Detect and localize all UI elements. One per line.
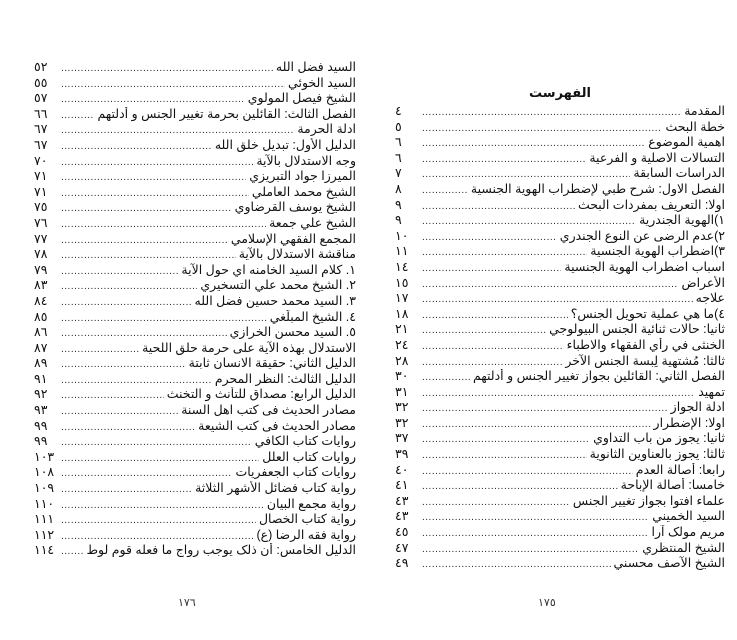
- toc-entry-title: وجه الاستدلال بالآية: [256, 153, 356, 168]
- toc-entry-page: ٥٧: [34, 91, 48, 106]
- toc-entry-title: رابعا: أصالة العدم: [635, 462, 725, 477]
- toc-entry: [34, 247, 356, 263]
- toc-entry: [395, 431, 725, 447]
- toc-entry-title: الدليل الأول: تبديل خلق الله: [214, 137, 356, 152]
- toc-entry-page: ٨٦: [34, 325, 48, 340]
- toc-entry-page: ٧٨: [34, 247, 48, 262]
- toc-entry: [395, 525, 725, 541]
- page-number-left: ١٧٦: [178, 597, 196, 609]
- dot-leader: [422, 121, 662, 136]
- toc-entry-title: اهمية الموضوع: [648, 135, 725, 150]
- dot-leader: [61, 513, 256, 528]
- dot-leader: [422, 183, 468, 198]
- toc-entry-page: ٣٢: [395, 415, 409, 430]
- dot-leader: [61, 388, 164, 403]
- toc-entry: [395, 120, 725, 136]
- toc-entry: [34, 107, 356, 123]
- toc-entry-title: الدليل الخامس: أن ذلک يوجب رواج ما فعله قوم لوط: [86, 543, 356, 558]
- toc-entry: [34, 76, 356, 92]
- dot-leader: [61, 482, 192, 497]
- toc-entry: [34, 450, 356, 466]
- toc-entry-title: السيد الخوئي: [288, 75, 356, 90]
- toc-entry-title: ثانيا: حالات ثنائية الجنس البيولوجي: [549, 322, 725, 337]
- dot-leader: [61, 451, 259, 466]
- dot-leader: [61, 155, 253, 170]
- dot-leader: [422, 245, 587, 260]
- dot-leader: [422, 277, 678, 292]
- toc-entry-page: ٧١: [34, 169, 48, 184]
- toc-entry-title: اولا: الإضطرار: [653, 415, 725, 430]
- toc-entry: [34, 356, 356, 372]
- dot-leader: [61, 279, 197, 294]
- toc-entry-title: ٢. الشيخ محمد علي التسخيري: [200, 278, 356, 293]
- toc-entry-page: ٦٦: [34, 106, 48, 121]
- toc-entry: [395, 307, 725, 323]
- toc-entry-page: ٧٠: [34, 153, 48, 168]
- dot-leader: [422, 448, 587, 463]
- toc-entry-title: الشيخ الآصف محسني: [613, 556, 725, 571]
- toc-entry-page: ٩٩: [34, 434, 48, 449]
- toc-entry-page: ٩٢: [34, 387, 48, 402]
- toc-entry-title: الدراسات السابقة: [633, 166, 725, 181]
- toc-entry-title: التسالات الاصلية و الفرعية: [589, 150, 725, 165]
- dot-leader: [422, 370, 470, 385]
- dot-leader: [422, 199, 575, 214]
- toc-entry-page: ٨: [395, 181, 402, 196]
- toc-entry-title: ادلة الجواز: [670, 400, 725, 415]
- dot-leader: [61, 139, 212, 154]
- toc-entry-page: ١٤: [395, 259, 409, 274]
- toc-entry: [395, 556, 725, 572]
- toc-entry-page: ٧٩: [34, 262, 48, 277]
- toc-entry: [395, 198, 725, 214]
- toc-entry-title: ادلة الحرمة: [297, 122, 356, 137]
- toc-entry: [34, 185, 356, 201]
- toc-entry-title: الخنثى في رأي الفقهاء والاطباء: [566, 337, 725, 352]
- dot-leader: [422, 339, 564, 354]
- dot-leader: [61, 248, 236, 263]
- toc-entry-title: مصادر الحديث فى كتب اهل السنة: [181, 403, 356, 418]
- dot-leader: [422, 152, 586, 167]
- toc-entry: [395, 182, 725, 198]
- toc-entry-title: رواية مجمع البيان: [266, 496, 356, 511]
- toc-entry: [395, 166, 725, 182]
- toc-entry-title: رواية كتاب فضائل الأشهر الثلاثة: [195, 481, 356, 496]
- toc-entry-page: ٤٣: [395, 493, 409, 508]
- dot-leader: [61, 420, 195, 435]
- toc-entry-page: ٢٤: [395, 337, 409, 352]
- toc-entry: [34, 216, 356, 232]
- dot-leader: [61, 357, 186, 372]
- dot-leader: [61, 201, 232, 216]
- toc-entry-title: مريم مولک آرا: [651, 525, 725, 540]
- dot-leader: [422, 230, 557, 245]
- toc-entry: [395, 509, 725, 525]
- toc-entry-page: ٨٩: [34, 356, 48, 371]
- toc-entry-title: الشيخ المنتظري: [642, 540, 725, 555]
- toc-entry: [395, 463, 725, 479]
- toc-entry-title: الدليل الثالث: النظر المحرم: [214, 371, 356, 386]
- toc-entry-page: ٤١: [395, 478, 409, 493]
- dot-leader: [422, 292, 693, 307]
- toc-list-left: [34, 60, 356, 559]
- toc-entry: [395, 244, 725, 260]
- toc-entry: [395, 369, 725, 385]
- toc-entry: [34, 341, 356, 357]
- toc-entry-title: ثالثا: مُشتهية لِبسة الجنس الآخر: [565, 353, 725, 368]
- dot-leader: [422, 308, 568, 323]
- toc-entry-page: ٣١: [395, 384, 409, 399]
- toc-entry: [395, 135, 725, 151]
- toc-entry-title: الاستدلال بهذه الآية على حرمة حلق اللحية: [142, 340, 356, 355]
- toc-entry-title: الفصل الثاني: القائلين بجواز تغيير الجنس و أدلتهم: [472, 369, 725, 384]
- toc-entry-page: ٣٢: [395, 400, 409, 415]
- toc-entry-page: ٥: [395, 119, 402, 134]
- dot-leader: [422, 136, 645, 151]
- dot-leader: [61, 373, 212, 388]
- toc-entry-title: روايات كتاب الجعفريات: [235, 465, 356, 480]
- toc-entry: [34, 419, 356, 435]
- toc-entry: [34, 263, 356, 279]
- toc-entry-page: ٤٥: [395, 525, 409, 540]
- toc-entry-page: ٩٩: [34, 418, 48, 433]
- toc-entry-title: ثانيا: يجوز من باب التداوي: [593, 431, 725, 446]
- dot-leader: [422, 542, 639, 557]
- toc-entry: [395, 447, 725, 463]
- toc-entry-title: السيد فضل الله: [275, 60, 356, 74]
- dot-leader: [61, 326, 227, 341]
- toc-entry-page: ٦: [395, 150, 402, 165]
- toc-entry-page: ٣٩: [395, 447, 409, 462]
- dot-leader: [61, 311, 267, 326]
- toc-entry-title: الأعراض: [681, 275, 725, 290]
- dot-leader: [61, 123, 294, 138]
- toc-entry-title: ثالثا: يجوز بالعناوين الثانوية: [589, 447, 725, 462]
- dot-leader: [422, 417, 651, 432]
- toc-entry-title: روايات كتاب الكافي: [254, 434, 356, 449]
- dot-leader: [61, 498, 264, 513]
- toc-entry-title: السيد الخميني: [652, 509, 725, 524]
- toc-entry-page: ٦: [395, 135, 402, 150]
- toc-entry-page: ٨٧: [34, 340, 48, 355]
- toc-entry-page: ١٠٣: [34, 449, 55, 464]
- dot-leader: [422, 261, 561, 276]
- dot-leader: [61, 435, 252, 450]
- page-number-right: ١٧٥: [538, 597, 556, 609]
- dot-leader: [61, 342, 139, 357]
- dot-leader: [61, 466, 232, 481]
- toc-entry: [34, 372, 356, 388]
- toc-entry: [34, 122, 356, 138]
- toc-entry-page: ٢١: [395, 322, 409, 337]
- toc-entry-page: ٨٥: [34, 309, 48, 324]
- toc-entry-title: رواية فقه الرضا (ع): [256, 527, 356, 542]
- toc-entry: [34, 403, 356, 419]
- dot-leader: [61, 186, 249, 201]
- dot-leader: [61, 92, 245, 107]
- toc-entry-page: ٧: [395, 166, 402, 181]
- toc-entry: [395, 276, 725, 292]
- toc-entry: [34, 60, 356, 76]
- toc-entry-title: الفصل الثالث: القائلين بحرمة تغيير الجنس و أدلتهم: [97, 106, 356, 121]
- toc-entry-title: علماء افتوا بجواز تغيير الجنس: [572, 493, 725, 508]
- toc-entry-page: ١١٠: [34, 496, 55, 511]
- toc-entry-page: ٥٥: [34, 75, 48, 90]
- dot-leader: [61, 264, 178, 279]
- dot-leader: [422, 557, 611, 572]
- toc-entry-page: ٤٠: [395, 462, 409, 477]
- dot-leader: [422, 495, 570, 510]
- toc-entry-page: ٩١: [34, 371, 48, 386]
- dot-leader: [422, 401, 668, 416]
- toc-entry-title: خامسا: أصالة الإباحة: [620, 478, 725, 493]
- dot-leader: [422, 526, 649, 541]
- toc-entry-page: ٥٢: [34, 60, 48, 74]
- toc-entry-page: ٣٠: [395, 369, 409, 384]
- toc-entry-title: ١. كلام السيد الخامنه اي حول الآية: [181, 262, 356, 277]
- toc-entry-title: الشيخ علي جمعة: [269, 215, 356, 230]
- toc-entry: [34, 232, 356, 248]
- toc-entry: [34, 200, 356, 216]
- toc-entry-page: ١٥: [395, 275, 409, 290]
- toc-entry: [34, 497, 356, 513]
- toc-entry: [34, 154, 356, 170]
- dot-leader: [422, 510, 649, 525]
- toc-entry-page: ٧٧: [34, 231, 48, 246]
- toc-entry: [395, 354, 725, 370]
- toc-entry-title: ٥. السيد محسن الخرازي: [229, 325, 356, 340]
- toc-entry: [395, 541, 725, 557]
- toc-entry-title: مصادر الحديث فى كتب الشيعة: [198, 418, 356, 433]
- toc-entry-title: ٤. الشيخ المبلّغي: [269, 309, 356, 324]
- toc-entry-page: ١٠٩: [34, 481, 55, 496]
- toc-entry-page: ٣٧: [395, 431, 409, 446]
- toc-entry-title: روايات كتاب العلل: [262, 449, 356, 464]
- toc-entry-title: رواية كتاب الخصال: [258, 512, 356, 527]
- toc-entry-page: ١١: [395, 244, 409, 259]
- toc-list-right: [395, 104, 725, 572]
- toc-entry: [395, 151, 725, 167]
- toc-entry: [34, 310, 356, 326]
- toc-entry-page: ١٠: [395, 228, 409, 243]
- dot-leader: [61, 544, 83, 559]
- toc-entry: [34, 512, 356, 528]
- toc-entry-title: الدليل الثاني: حقيقة الانسان ثابتة: [188, 356, 356, 371]
- dot-leader: [61, 404, 178, 419]
- dot-leader: [61, 233, 228, 248]
- toc-entry-title: الشيخ فيصل المولوي: [247, 91, 356, 106]
- dot-leader: [61, 170, 246, 185]
- toc-entry-title: الشيخ يوسف القرضاوي: [234, 200, 356, 215]
- toc-entry-page: ٧٥: [34, 200, 48, 215]
- toc-entry-page: ٤٧: [395, 540, 409, 555]
- toc-entry: [395, 322, 725, 338]
- toc-entry: [34, 543, 356, 559]
- dot-leader: [422, 167, 630, 182]
- toc-entry-title: اسباب اضطراب الهوية الجنسية: [564, 259, 725, 274]
- toc-entry: [34, 169, 356, 185]
- toc-entry-page: ٦٧: [34, 137, 48, 152]
- toc-entry-page: ٧٦: [34, 215, 48, 230]
- toc-entry: [395, 416, 725, 432]
- toc-entry-page: ٩: [395, 213, 402, 228]
- toc-entry-page: ١٨: [395, 306, 409, 321]
- toc-entry-title: ١)الهوية الجندرية: [639, 213, 725, 228]
- toc-entry-page: ١١٤: [34, 543, 55, 558]
- dot-leader: [422, 323, 546, 338]
- toc-entry: [34, 481, 356, 497]
- dot-leader: [422, 464, 633, 479]
- toc-entry-page: ٢٨: [395, 353, 409, 368]
- toc-entry: [395, 229, 725, 245]
- toc-entry: [34, 325, 356, 341]
- toc-entry-page: ١٧: [395, 291, 409, 306]
- toc-entry-title: خطة البحث: [665, 119, 725, 134]
- toc-entry-page: ٦٧: [34, 122, 48, 137]
- toc-entry-title: ٢)عدم الرضى عن النوع الجندري: [559, 228, 725, 243]
- toc-entry-page: ٩٣: [34, 403, 48, 418]
- toc-entry: [395, 385, 725, 401]
- toc-entry-title: علاجه: [695, 291, 725, 306]
- toc-entry: [34, 434, 356, 450]
- toc-entry-title: تمهيد: [698, 384, 725, 399]
- toc-title: الفهرست: [529, 85, 591, 100]
- toc-entry: [34, 91, 356, 107]
- toc-entry-title: الميرزا جواد التبريزي: [249, 169, 356, 184]
- toc-entry: [34, 294, 356, 310]
- toc-entry-title: اولا: التعريف بمفردات البحث: [577, 197, 725, 212]
- right-page: [395, 84, 725, 572]
- toc-entry-title: مناقشة الاستدلال بالآية: [238, 247, 356, 262]
- toc-entry: [395, 104, 725, 120]
- toc-entry: [34, 387, 356, 403]
- toc-entry-page: ٤٩: [395, 556, 409, 571]
- dot-leader: [61, 529, 253, 544]
- toc-entry-page: ٨٣: [34, 278, 48, 293]
- toc-entry: [395, 400, 725, 416]
- dot-leader: [61, 295, 192, 310]
- dot-leader: [422, 355, 562, 370]
- toc-entry: [395, 291, 725, 307]
- toc-entry-title: الشيخ محمد العاملي: [251, 184, 356, 199]
- toc-entry-title: ٣)اضطراب الهوية الجنسية: [590, 244, 725, 259]
- dot-leader: [422, 479, 618, 494]
- toc-entry-page: ٤٣: [395, 509, 409, 524]
- toc-entry-page: ٧١: [34, 184, 48, 199]
- toc-entry-page: ١١٢: [34, 527, 55, 542]
- toc-entry-title: المقدمة: [684, 104, 725, 118]
- toc-entry-page: ٤: [395, 104, 402, 118]
- toc-entry-title: ٣. السيد محمد حسين فضل الله: [194, 293, 356, 308]
- dot-leader: [422, 386, 695, 401]
- toc-entry-title: ٤)ما هي عملية تحويل الجنس؟: [570, 306, 725, 321]
- toc-entry: [395, 494, 725, 510]
- left-page: [34, 60, 356, 559]
- toc-entry: [395, 478, 725, 494]
- toc-entry-page: ٨٤: [34, 293, 48, 308]
- dot-leader: [422, 105, 681, 120]
- toc-entry: [34, 465, 356, 481]
- toc-entry-title: المجمع الفقهي الإسلامي: [230, 231, 356, 246]
- toc-entry: [395, 338, 725, 354]
- toc-entry: [395, 213, 725, 229]
- toc-entry: [34, 278, 356, 294]
- toc-entry: [34, 138, 356, 154]
- dot-leader: [422, 432, 590, 447]
- dot-leader: [422, 214, 636, 229]
- toc-entry-title: الدليل الرابع: مصداق للتأنث و التخنث: [166, 387, 356, 402]
- dot-leader: [61, 77, 285, 92]
- toc-entry-page: ٩: [395, 197, 402, 212]
- toc-entry: [34, 528, 356, 544]
- toc-entry-title: الفصل الاول: شرح طبي لإضطراب الهوية الجنسية: [470, 181, 725, 196]
- dot-leader: [61, 61, 273, 76]
- dot-leader: [61, 217, 266, 232]
- toc-entry-page: ١٠٨: [34, 465, 55, 480]
- toc-entry-page: ١١١: [34, 512, 55, 527]
- toc-entry: [395, 260, 725, 276]
- dot-leader: [61, 108, 94, 123]
